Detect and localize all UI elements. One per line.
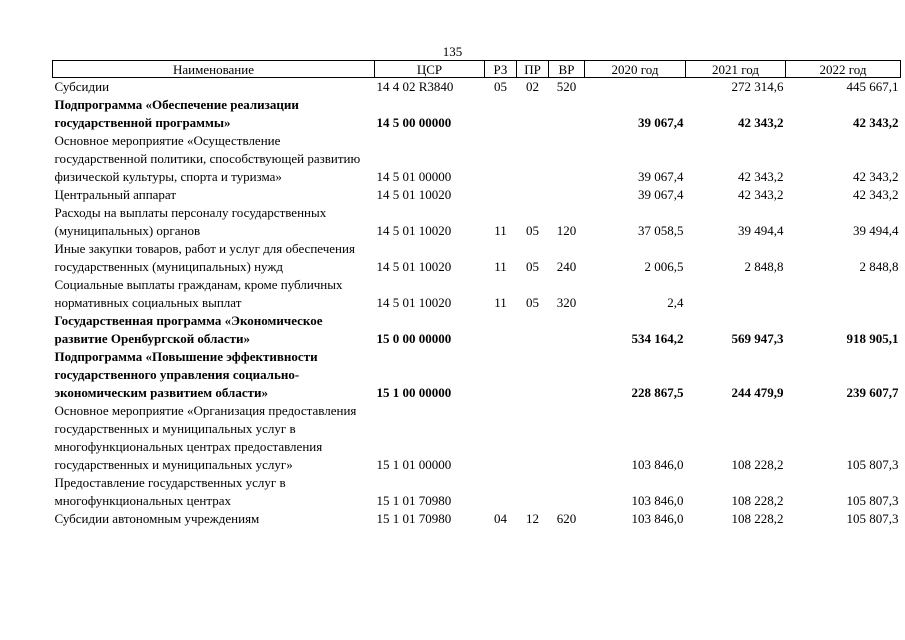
cell-name: Социальные выплаты гражданам, кроме публичных нормативных социальных выплат (54, 277, 343, 310)
cell-2021 (686, 276, 786, 312)
header-pr: ПР (517, 61, 549, 78)
cell-vr: 320 (556, 295, 577, 310)
cell-2020: 103 846,0 (631, 511, 684, 526)
header-2022: 2022 год (786, 61, 901, 78)
cell-vr (549, 132, 585, 186)
cell-2021: 244 479,9 (731, 385, 784, 400)
budget-table (52, 60, 901, 528)
cell-csr: 15 1 00 00000 (376, 385, 452, 400)
cell-rz (485, 186, 517, 204)
header-name: Наименование (53, 61, 375, 78)
cell-2022: 42 343,2 (853, 187, 899, 202)
cell-2022: 105 807,3 (846, 511, 899, 526)
cell-2021: 569 947,3 (731, 331, 784, 346)
cell-2022: 42 343,2 (853, 115, 899, 130)
cell-2020: 2,4 (667, 295, 684, 310)
cell-rz (485, 348, 517, 402)
cell-rz (485, 474, 517, 510)
cell-2022: 445 667,1 (846, 79, 899, 94)
table-row (53, 276, 901, 312)
cell-2020: 103 846,0 (631, 493, 684, 508)
cell-name: Субсидии автономным учреждениям (54, 511, 260, 526)
table-row (53, 132, 901, 186)
cell-csr: 14 5 01 10020 (376, 187, 452, 202)
cell-pr: 02 (526, 79, 539, 94)
cell-2021: 42 343,2 (738, 169, 784, 184)
cell-2022: 918 905,1 (846, 331, 899, 346)
header-csr: ЦСР (375, 61, 485, 78)
cell-2021: 2 848,8 (744, 259, 784, 274)
cell-2020: 2 006,5 (644, 259, 684, 274)
cell-csr: 14 5 01 00000 (376, 169, 452, 184)
cell-rz (485, 402, 517, 474)
cell-csr: 14 5 00 00000 (376, 115, 452, 130)
cell-vr (549, 348, 585, 402)
cell-pr: 05 (526, 259, 539, 274)
cell-rz: 11 (494, 259, 507, 274)
cell-2020: 39 067,4 (638, 187, 684, 202)
cell-2021: 108 228,2 (731, 511, 784, 526)
cell-2022 (786, 276, 901, 312)
header-2021: 2021 год (686, 61, 786, 78)
cell-2021: 108 228,2 (731, 457, 784, 472)
cell-name: Субсидии (54, 79, 110, 94)
cell-2020: 534 164,2 (631, 331, 684, 346)
header-vr: ВР (549, 61, 585, 78)
cell-2021: 272 314,6 (731, 79, 784, 94)
cell-2022: 105 807,3 (846, 457, 899, 472)
cell-csr: 14 5 01 10020 (376, 259, 452, 274)
table-row (53, 402, 901, 474)
cell-pr (517, 474, 549, 510)
cell-2022: 239 607,7 (846, 385, 899, 400)
cell-2022: 42 343,2 (853, 169, 899, 184)
cell-csr: 15 1 01 70980 (376, 511, 452, 526)
cell-2021: 42 343,2 (738, 187, 784, 202)
cell-vr: 120 (556, 223, 577, 238)
cell-name: Предоставление государственных услуг в многофункциональных центрах (54, 475, 286, 508)
cell-pr (517, 312, 549, 348)
header-2020: 2020 год (585, 61, 686, 78)
table-row (53, 510, 901, 528)
cell-2022: 2 848,8 (859, 259, 899, 274)
cell-2022: 105 807,3 (846, 493, 899, 508)
cell-pr (517, 402, 549, 474)
cell-2021: 108 228,2 (731, 493, 784, 508)
cell-vr: 620 (556, 511, 577, 526)
cell-name: Иные закупки товаров, работ и услуг для обеспечения государственных (муниципальных) нужд (54, 241, 355, 274)
cell-rz: 11 (494, 223, 507, 238)
cell-pr (517, 96, 549, 132)
cell-rz (485, 96, 517, 132)
cell-pr (517, 348, 549, 402)
cell-rz: 05 (494, 79, 507, 94)
cell-vr (549, 96, 585, 132)
cell-name: Центральный аппарат (54, 187, 177, 202)
cell-2020: 103 846,0 (631, 457, 684, 472)
cell-rz: 04 (494, 511, 507, 526)
cell-vr (549, 474, 585, 510)
page-number: 135 (442, 44, 463, 59)
table-row (53, 348, 901, 402)
cell-vr (549, 402, 585, 474)
cell-csr: 15 1 01 00000 (376, 457, 452, 472)
cell-pr: 12 (526, 511, 539, 526)
cell-csr: 14 5 01 10020 (376, 295, 452, 310)
cell-vr (549, 186, 585, 204)
cell-2022: 39 494,4 (853, 223, 899, 238)
cell-vr: 520 (556, 79, 577, 94)
cell-name: Основное мероприятие «Осуществление государственной политики, способствующей развитию физической культуры, спорта и туризма» (54, 133, 361, 184)
cell-pr: 05 (526, 223, 539, 238)
cell-name: Подпрограмма «Повышение эффективности государственного управления социально-экономическим развитием области» (54, 349, 318, 400)
cell-pr (517, 186, 549, 204)
table-row (53, 312, 901, 348)
cell-rz (485, 132, 517, 186)
cell-name: Подпрограмма «Обеспечение реализации государственной программы» (54, 97, 299, 130)
cell-2020 (585, 78, 686, 97)
cell-pr: 05 (526, 295, 539, 310)
cell-name: Расходы на выплаты персоналу государственных (муниципальных) органов (54, 205, 327, 238)
cell-2021: 42 343,2 (738, 115, 784, 130)
table-row (53, 204, 901, 240)
cell-csr: 15 1 01 70980 (376, 493, 452, 508)
cell-2021: 39 494,4 (738, 223, 784, 238)
cell-pr (517, 132, 549, 186)
cell-vr: 240 (556, 259, 577, 274)
cell-name: Основное мероприятие «Организация предоставления государственных и муниципальных услуг в многофункциональных центрах предоставления государственных и муниципальных услуг» (54, 403, 357, 472)
cell-2020: 37 058,5 (638, 223, 684, 238)
header-rz: РЗ (485, 61, 517, 78)
cell-2020: 39 067,4 (638, 115, 684, 130)
cell-rz (485, 312, 517, 348)
header-row (53, 61, 901, 78)
table-row (53, 240, 901, 276)
cell-2020: 228 867,5 (631, 385, 684, 400)
cell-2020: 39 067,4 (638, 169, 684, 184)
table-row (53, 78, 901, 97)
table-row (53, 474, 901, 510)
cell-csr: 15 0 00 00000 (376, 331, 452, 346)
cell-name: Государственная программа «Экономическое развитие Оренбургской области» (54, 313, 323, 346)
table-row (53, 96, 901, 132)
table-row (53, 186, 901, 204)
cell-vr (549, 312, 585, 348)
cell-csr: 14 5 01 10020 (376, 223, 452, 238)
cell-rz: 11 (494, 295, 507, 310)
cell-csr: 14 4 02 R3840 (376, 79, 454, 94)
